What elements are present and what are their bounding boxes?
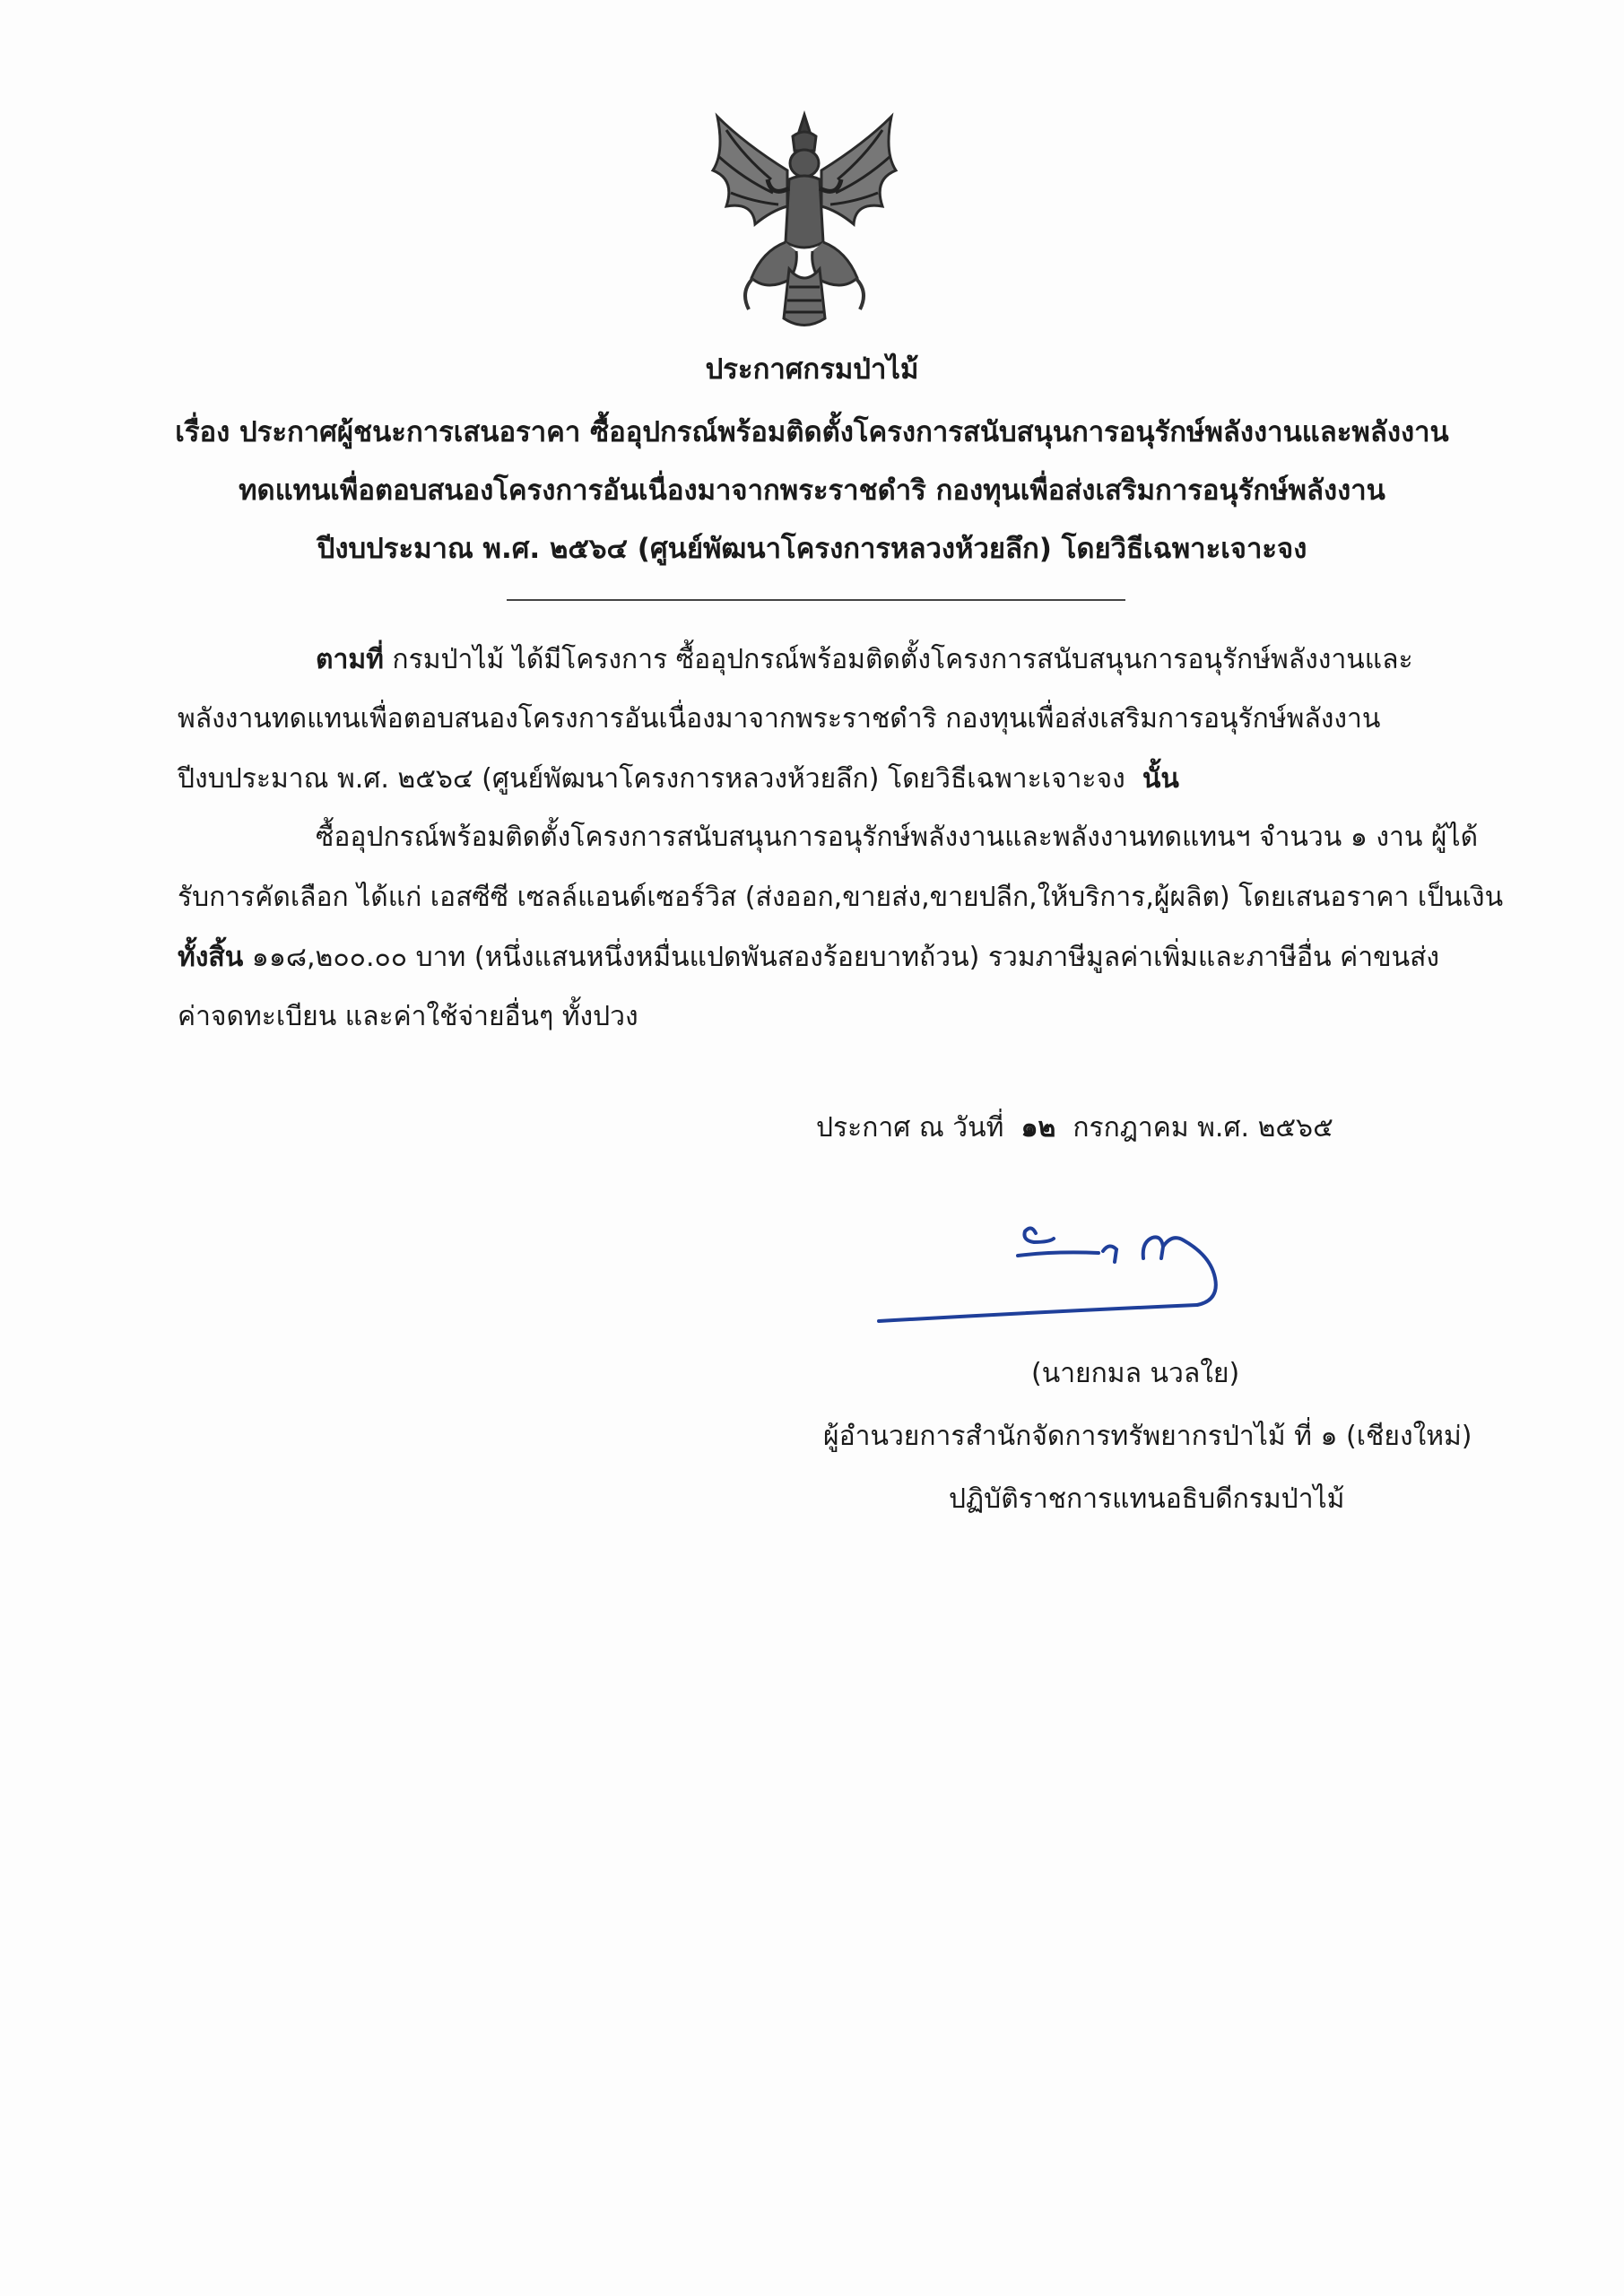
paragraph-1-line-3-text: ปีงบประมาณ พ.ศ. ๒๕๖๔ (ศูนย์พัฒนาโครงการหลวงห้วยลึก) โดยวิธีเฉพาะเจาะจง [178,763,1125,795]
signatory-position: ผู้อำนวยการสำนักจัดการทรัพยากรป่าไม้ ที่ ๑ (เชียงใหม่) [823,1421,1472,1452]
subject-line-3: ปีงบประมาณ พ.ศ. ๒๕๖๔ (ศูนย์พัฒนาโครงการหลวงห้วยลึก) โดยวิธีเฉพาะเจาะจง [317,533,1307,565]
paragraph-2-line-3 [178,936,1439,978]
paragraph-2-line-1: ซื้ออุปกรณ์พร้อมติดตั้งโครงการสนับสนุนการอนุรักษ์พลังงานและพลังงานทดแทนฯ จำนวน ๑ งาน ผู้ได้ [316,822,1479,853]
announcement-date [816,1107,1333,1149]
subject-line-2: ทดแทนเพื่อตอบสนองโครงการอันเนื่องมาจากพระราชดำริ กองทุนเพื่อส่งเสริมการอนุรักษ์พลังงาน [239,474,1385,507]
date-day: ๑๒ [1020,1112,1056,1144]
header-divider [507,599,1125,601]
paragraph-1-line-2: พลังงานทดแทนเพื่อตอบสนองโครงการอันเนื่องมาจากพระราชดำริ กองทุนเพื่อส่งเสริมการอนุรักษ์พลังงาน [178,703,1381,735]
subject-line-1: เรื่อง ประกาศผู้ชนะการเสนอราคา ซื้ออุปกรณ์พร้อมติดตั้งโครงการสนับสนุนการอนุรักษ์พลังงานและพลังงาน [175,416,1449,448]
signatory-name: (นายกมล นวลใย) [1031,1358,1240,1389]
date-prefix: ประกาศ ณ วันที่ [816,1112,1004,1144]
paragraph-1-line-1 [316,639,1413,681]
signatory-acting: ปฏิบัติราชการแทนอธิบดีกรมป่าไม้ [949,1483,1345,1515]
paragraph-2-line-4: ค่าจดทะเบียน และค่าใช้จ่ายอื่นๆ ทั้งปวง [178,1001,638,1032]
paragraph-2-line-3-text: ๑๑๘,๒๐๐.๐๐ บาท (หนึ่งแสนหนึ่งหมื่นแปดพันสองร้อยบาทถ้วน) รวมภาษีมูลค่าเพิ่มและภาษีอื่น ค่าขนส่ง [243,942,1440,973]
garuda-emblem-icon [699,108,910,332]
paragraph-2-lead: ทั้งสิ้น [178,942,244,973]
paragraph-1-line-1-text: กรมป่าไม้ ได้มีโครงการ ซื้ออุปกรณ์พร้อมติดตั้งโครงการสนับสนุนการอนุรักษ์พลังงานและ [383,644,1413,675]
paragraph-1-end: นั้น [1142,763,1179,795]
paragraph-2-line-2: รับการคัดเลือก ได้แก่ เอสซีซี เซลล์แอนด์เซอร์วิส (ส่งออก,ขายส่ง,ขายปลีก,ให้บริการ,ผู้ผลิต) โดยเสนอราคา เป็นเงิน [178,882,1504,913]
paragraph-1-lead: ตามที่ [316,644,384,675]
announcement-title: ประกาศกรมป่าไม้ [705,353,919,386]
date-suffix: กรกฎาคม พ.ศ. ๒๕๖๕ [1073,1112,1333,1144]
handwritten-signature [874,1215,1269,1332]
paragraph-1-line-3 [178,758,1179,800]
